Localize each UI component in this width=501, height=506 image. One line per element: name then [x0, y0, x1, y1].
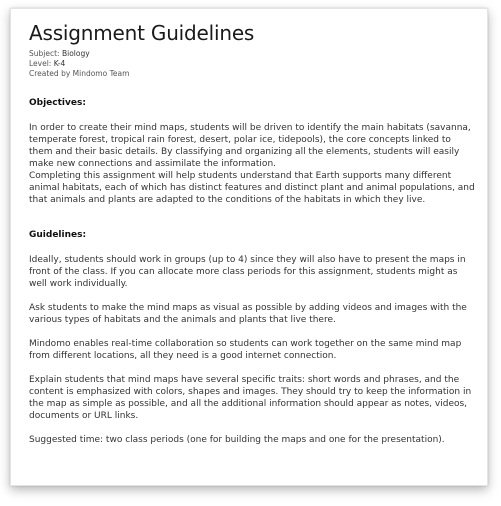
guidelines-paragraph: Mindomo enables real-time collaboration so students can work together on the same mind map from different locations, all they need is a good internet connection.: [29, 339, 462, 361]
meta-created-by: Created by Mindomo Team: [29, 69, 130, 78]
document-content: [29, 21, 477, 446]
meta-level-value: K-4: [53, 59, 66, 68]
objectives-heading: Objectives:: [29, 98, 86, 108]
suggested-time-paragraph: Suggested time: two class periods (one for building the maps and one for the presentation).: [29, 435, 445, 445]
meta-subject: [29, 49, 477, 59]
document-title: Assignment Guidelines: [29, 21, 255, 45]
objectives-paragraph: Completing this assignment will help students understand that Earth supports many different animal habitats, each of which has distinct features and distinct plant and animal populations, and that animals and plants are adapted to the conditions of the habitats in which they live.: [29, 171, 475, 205]
meta-level: [29, 59, 477, 69]
meta-level-label: Level:: [29, 59, 52, 68]
guidelines-paragraph: Ask students to make the mind maps as visual as possible by adding videos and images with the various types of habitats and the animals and plants that live there.: [29, 303, 467, 325]
objectives-paragraph: In order to create their mind maps, students will be driven to identify the main habitats (savanna, temperate forest, tropical rain forest, desert, polar ice, tidepools), the core concepts linked to them and their basic details. By classifying and organizing all the elements, students will easily make new connections and assimilate the information.: [29, 123, 471, 169]
guidelines-paragraph: Ideally, students should work in groups (up to 4) since they will also have to present the maps in front of the class. If you can allocate more class periods for this assignment, students might as well work individually.: [29, 255, 466, 289]
meta-subject-label: Subject:: [29, 49, 60, 58]
guidelines-paragraph: Explain students that mind maps have several specific traits: short words and phrases, and the content is emphasized with colors, shapes and images. They should try to keep the information in the map as simple as possible, and all the additional information should appear as notes, videos, documents or URL links.: [29, 375, 472, 421]
document-page: [10, 8, 488, 486]
guidelines-heading: Guidelines:: [29, 230, 87, 240]
meta-subject-value: Biology: [61, 49, 90, 58]
